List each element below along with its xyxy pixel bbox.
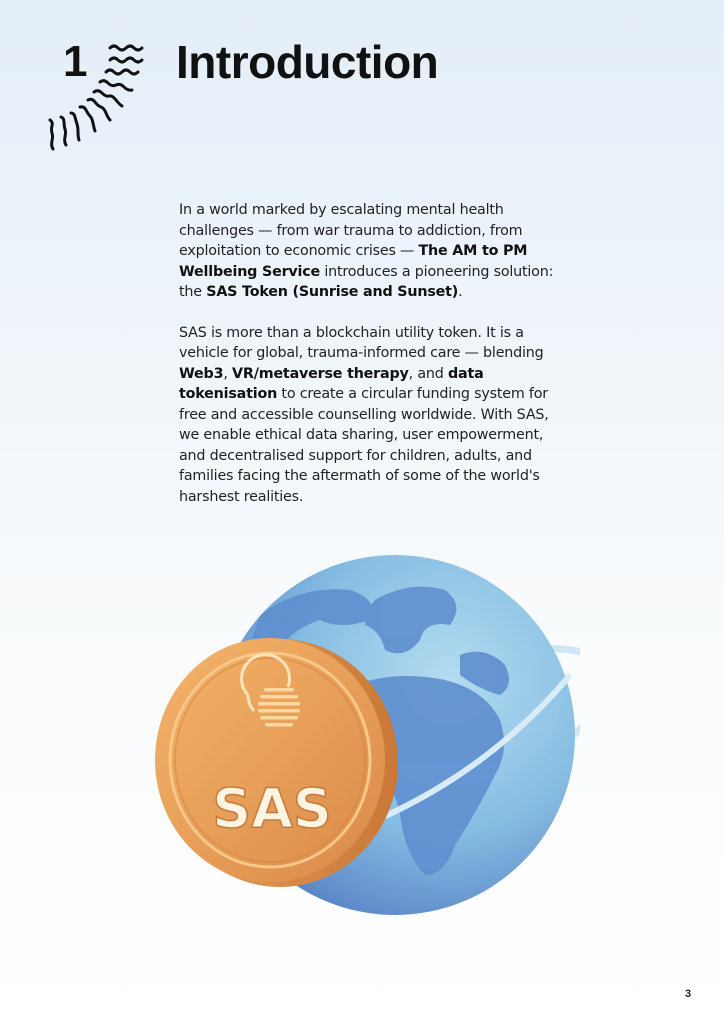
text-segment: SAS is more than a blockchain utility token. It is a vehicle for global, trauma-informed care — blending xyxy=(179,324,544,361)
text-segment-bold: data tokenisation xyxy=(179,365,484,402)
text-segment: . xyxy=(458,284,463,300)
intro-body xyxy=(179,200,569,527)
text-segment-bold: VR/metaverse therapy xyxy=(232,365,409,382)
text-segment: , and xyxy=(408,365,448,382)
text-segment: introduces a pioneering solution: the xyxy=(179,263,554,300)
text-segment-bold: Web3 xyxy=(179,365,224,382)
coin xyxy=(155,638,385,882)
text-segment: In a world marked by escalating mental health challenges — from war trauma to addiction, from exploitation to economic crises — xyxy=(179,202,523,259)
text-segment-bold: SAS Token (Sunrise and Sunset) xyxy=(206,284,459,300)
wave-decoration-icon xyxy=(40,37,155,155)
page-number: 3 xyxy=(685,988,692,1000)
text-segment: to create a circular funding system for free and accessible counselling worldwide. With SAS, we enable ethical data sharing, user empowerment, and decentralised support for children, adults, and families facing the aftermath of some of the world's harshest realities. xyxy=(179,386,549,505)
sas-coin-globe-illustration xyxy=(140,555,580,935)
coin-label: SAS xyxy=(212,777,332,840)
text-segment: , xyxy=(223,365,233,382)
intro-paragraph-2 xyxy=(179,323,569,508)
chapter-number: 1 xyxy=(63,37,88,86)
text-segment-bold: The AM to PM Wellbeing Service xyxy=(179,243,528,280)
page-title: Introduction xyxy=(176,36,439,88)
intro-paragraph-1 xyxy=(179,200,569,303)
